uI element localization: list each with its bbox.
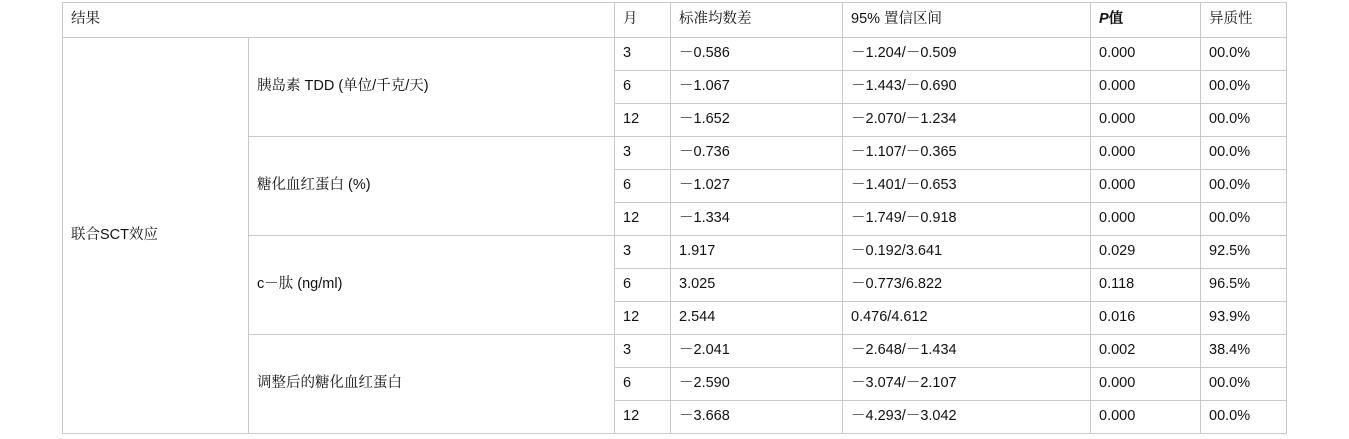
cell-heterogeneity: 00.0% bbox=[1201, 104, 1287, 137]
cell-month: 3 bbox=[615, 137, 671, 170]
table-header-row bbox=[63, 3, 1287, 38]
cell-smd: －2.041 bbox=[671, 335, 843, 368]
cell-ci: －1.749/－0.918 bbox=[843, 203, 1091, 236]
outcome-label-cell: 调整后的糖化血红蛋白 bbox=[249, 335, 615, 434]
cell-ci: －1.443/－0.690 bbox=[843, 71, 1091, 104]
cell-ci: －2.648/－1.434 bbox=[843, 335, 1091, 368]
cell-month: 3 bbox=[615, 236, 671, 269]
cell-ci: －0.773/6.822 bbox=[843, 269, 1091, 302]
cell-smd: 1.917 bbox=[671, 236, 843, 269]
cell-p: 0.002 bbox=[1091, 335, 1201, 368]
cell-smd: 2.544 bbox=[671, 302, 843, 335]
cell-p: 0.000 bbox=[1091, 170, 1201, 203]
cell-heterogeneity: 00.0% bbox=[1201, 38, 1287, 71]
cell-ci: －2.070/－1.234 bbox=[843, 104, 1091, 137]
cell-month: 6 bbox=[615, 368, 671, 401]
table-body bbox=[63, 38, 1287, 434]
outcome-label-cell: 糖化血红蛋白 (%) bbox=[249, 137, 615, 236]
p-italic: P bbox=[1099, 11, 1109, 28]
cell-p: 0.000 bbox=[1091, 368, 1201, 401]
cell-month: 12 bbox=[615, 104, 671, 137]
column-header-month: 月 bbox=[615, 3, 671, 38]
cell-ci: －1.204/－0.509 bbox=[843, 38, 1091, 71]
cell-heterogeneity: 38.4% bbox=[1201, 335, 1287, 368]
cell-smd: －1.027 bbox=[671, 170, 843, 203]
cell-p: 0.000 bbox=[1091, 104, 1201, 137]
cell-smd: －0.736 bbox=[671, 137, 843, 170]
cell-smd: －1.652 bbox=[671, 104, 843, 137]
cell-p: 0.000 bbox=[1091, 137, 1201, 170]
cell-heterogeneity: 00.0% bbox=[1201, 71, 1287, 104]
cell-month: 12 bbox=[615, 302, 671, 335]
cell-heterogeneity: 00.0% bbox=[1201, 401, 1287, 434]
cell-heterogeneity: 96.5% bbox=[1201, 269, 1287, 302]
outcome-label-cell: c－肽 (ng/ml) bbox=[249, 236, 615, 335]
cell-month: 12 bbox=[615, 401, 671, 434]
cell-month: 6 bbox=[615, 71, 671, 104]
cell-p: 0.000 bbox=[1091, 38, 1201, 71]
cell-heterogeneity: 00.0% bbox=[1201, 170, 1287, 203]
cell-ci: 0.476/4.612 bbox=[843, 302, 1091, 335]
column-header-result: 结果 bbox=[63, 3, 615, 38]
cell-ci: －1.401/－0.653 bbox=[843, 170, 1091, 203]
cell-p: 0.029 bbox=[1091, 236, 1201, 269]
table-header bbox=[63, 3, 1287, 38]
column-header-p-value bbox=[1091, 3, 1201, 38]
column-header-smd: 标准均数差 bbox=[671, 3, 843, 38]
cell-heterogeneity: 92.5% bbox=[1201, 236, 1287, 269]
cell-month: 3 bbox=[615, 335, 671, 368]
cell-ci: －0.192/3.641 bbox=[843, 236, 1091, 269]
cell-ci: －1.107/－0.365 bbox=[843, 137, 1091, 170]
cell-ci: －4.293/－3.042 bbox=[843, 401, 1091, 434]
cell-smd: －1.067 bbox=[671, 71, 843, 104]
cell-month: 6 bbox=[615, 170, 671, 203]
cell-ci: －3.074/－2.107 bbox=[843, 368, 1091, 401]
p-suffix: 值 bbox=[1108, 11, 1124, 28]
cell-smd: －1.334 bbox=[671, 203, 843, 236]
cell-smd: －2.590 bbox=[671, 368, 843, 401]
column-header-confidence-interval: 95% 置信区间 bbox=[843, 3, 1091, 38]
cell-heterogeneity: 00.0% bbox=[1201, 137, 1287, 170]
cell-smd: －3.668 bbox=[671, 401, 843, 434]
cell-smd: －0.586 bbox=[671, 38, 843, 71]
cell-p: 0.016 bbox=[1091, 302, 1201, 335]
cell-p: 0.000 bbox=[1091, 203, 1201, 236]
cell-heterogeneity: 00.0% bbox=[1201, 368, 1287, 401]
cell-p: 0.118 bbox=[1091, 269, 1201, 302]
cell-p: 0.000 bbox=[1091, 401, 1201, 434]
cell-smd: 3.025 bbox=[671, 269, 843, 302]
cell-heterogeneity: 00.0% bbox=[1201, 203, 1287, 236]
group-label-cell: 联合SCT效应 bbox=[63, 38, 249, 434]
results-table bbox=[62, 2, 1287, 434]
cell-p: 0.000 bbox=[1091, 71, 1201, 104]
cell-heterogeneity: 93.9% bbox=[1201, 302, 1287, 335]
outcome-label-cell: 胰岛素 TDD (单位/千克/天) bbox=[249, 38, 615, 137]
table-row bbox=[63, 38, 1287, 71]
cell-month: 12 bbox=[615, 203, 671, 236]
cell-month: 6 bbox=[615, 269, 671, 302]
results-table-container bbox=[62, 2, 1286, 434]
cell-month: 3 bbox=[615, 38, 671, 71]
column-header-heterogeneity: 异质性 bbox=[1201, 3, 1287, 38]
